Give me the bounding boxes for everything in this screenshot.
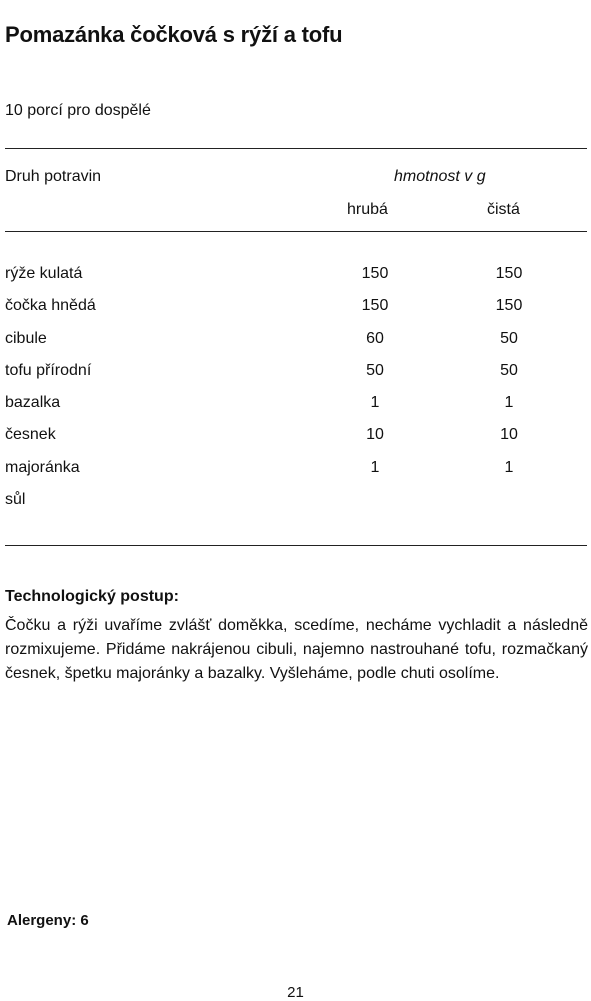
column-header-food: Druh potravin xyxy=(5,168,102,185)
net-mass: 150 xyxy=(495,265,523,282)
allergens-note: Alergeny: 6 xyxy=(7,912,89,929)
gross-mass: 150 xyxy=(361,265,389,282)
ingredient-name: sůl xyxy=(5,491,26,509)
gross-mass: 1 xyxy=(370,394,380,412)
ingredient-name: tofu přírodní xyxy=(5,361,92,379)
gross-mass: 150 xyxy=(361,297,389,315)
procedure-heading: Technologický postup: xyxy=(5,588,179,605)
procedure-text: Čočku a rýži uvaříme zvlášť doměkka, scedíme, necháme vychladit a následně rozmixujeme. Přidáme nakrájenou cibuli, najemno nastrouhané tofu, rozmačkaný česnek, špetku majoránky a bazalky. Vyšleháme, podle chuti osolíme. xyxy=(5,617,588,682)
ingredient-name: rýže kulatá xyxy=(5,265,83,282)
table-row xyxy=(5,452,587,484)
gross-mass: 50 xyxy=(366,361,384,379)
net-mass: 10 xyxy=(500,426,518,444)
table-top-rule xyxy=(5,148,587,149)
table-row xyxy=(5,484,587,516)
ingredient-name: cibule xyxy=(5,329,47,347)
table-row xyxy=(5,323,587,355)
column-header-mass: hmotnost v g xyxy=(394,168,486,185)
net-mass: 150 xyxy=(495,297,523,315)
table-row xyxy=(5,258,587,290)
ingredient-name: majoránka xyxy=(5,458,80,476)
ingredient-name: česnek xyxy=(5,426,56,444)
column-header-gross: hrubá xyxy=(347,201,388,218)
table-row xyxy=(5,419,587,451)
table-bottom-rule xyxy=(5,545,587,546)
net-mass: 50 xyxy=(500,329,518,347)
recipe-title: Pomazánka čočková s rýží a tofu xyxy=(5,22,343,47)
ingredient-name: bazalka xyxy=(5,394,61,412)
gross-mass: 60 xyxy=(366,329,384,347)
column-header-net: čistá xyxy=(487,201,520,218)
net-mass: 1 xyxy=(504,458,514,476)
table-row xyxy=(5,290,587,322)
ingredient-name: čočka hnědá xyxy=(5,297,96,315)
ingredients-table xyxy=(5,258,587,516)
net-mass: 1 xyxy=(504,394,514,412)
table-header-rule xyxy=(5,231,587,232)
gross-mass: 10 xyxy=(366,426,384,444)
servings-note: 10 porcí pro dospělé xyxy=(5,102,151,119)
table-row xyxy=(5,387,587,419)
table-row xyxy=(5,355,587,387)
net-mass: 50 xyxy=(500,361,518,379)
page-number: 21 xyxy=(287,984,304,1001)
gross-mass: 1 xyxy=(370,458,380,476)
